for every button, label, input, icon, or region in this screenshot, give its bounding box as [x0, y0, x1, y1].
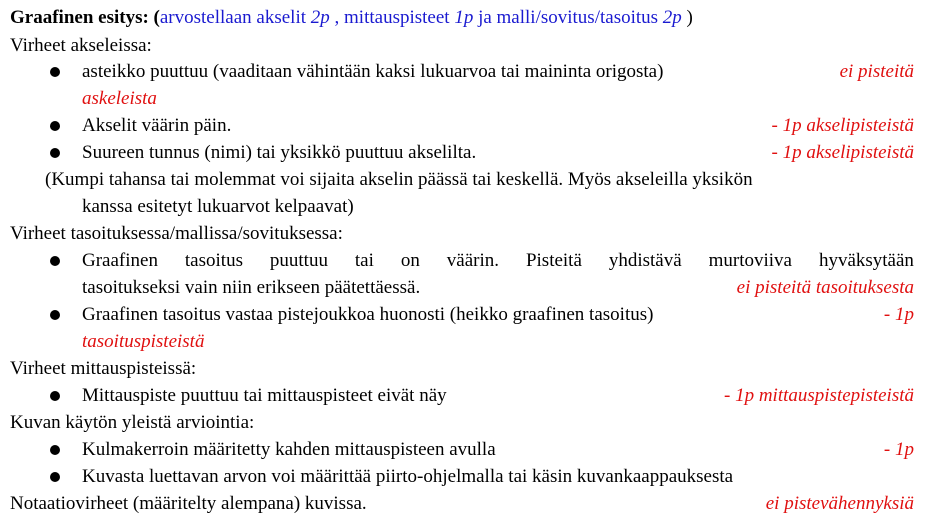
fit-item1-word: Pisteitä [525, 250, 582, 271]
general-heading: Kuvan käytön yleistä arviointia: [10, 412, 255, 433]
header-points1: 2p [310, 7, 330, 28]
header-part2: , mittauspisteet [329, 7, 455, 28]
fit-item1-word: hyväksytään [818, 250, 914, 271]
general-item1-penalty: - 1p [883, 439, 914, 460]
header-line [10, 4, 693, 31]
header-open-paren: ( [153, 7, 160, 28]
bullet-icon [50, 445, 60, 455]
header-points3: 2p [662, 7, 682, 28]
fit-item1-word: väärin. [446, 250, 500, 271]
header-part1: arvostellaan akselit [159, 7, 311, 28]
fit-item2-text: Graafinen tasoitus vastaa pistejoukkoa huonosti (heikko graafinen tasoitus) [82, 304, 654, 325]
fit-item1-line2: tasoitukseksi vain niin erikseen päätettäessä. [82, 277, 421, 298]
fit-item2-penalty-b: tasoituspisteistä [82, 331, 205, 352]
fit-item1-word: tasoitus [184, 250, 243, 271]
axes-item2-text: Akselit väärin päin. [82, 115, 232, 136]
fit-heading: Virheet tasoituksessa/mallissa/sovituksessa: [10, 223, 343, 244]
bullet-icon [50, 391, 60, 401]
axes-heading: Virheet akseleissa: [10, 35, 152, 56]
fit-item1-line1 [82, 247, 914, 274]
axes-note-line1: (Kumpi tahansa tai molemmat voi sijaita akselin päässä tai keskellä. Myös akseleilla yksikön [45, 169, 753, 190]
bullet-icon [50, 121, 60, 131]
bullet-icon [50, 472, 60, 482]
general-item1-text: Kulmakerroin määritetty kahden mittauspisteen avulla [82, 439, 496, 460]
page-title: Graafinen esitys: [10, 7, 149, 28]
fit-item1-word: murtoviiva [708, 250, 792, 271]
fit-item1-word: yhdistävä [608, 250, 682, 271]
axes-note-line2: kanssa esitetyt lukuarvot kelpaavat) [82, 196, 354, 217]
points-heading: Virheet mittauspisteissä: [10, 358, 197, 379]
axes-item3-penalty: - 1p akselipisteistä [771, 142, 914, 163]
points-item1-text: Mittauspiste puuttuu tai mittauspisteet eivät näy [82, 385, 447, 406]
axes-item1-penalty-a: ei pisteitä [839, 61, 914, 82]
bullet-icon [50, 67, 60, 77]
bullet-icon [50, 310, 60, 320]
header-part3: ja malli/sovitus/tasoitus [473, 7, 663, 28]
fit-item1-word: puuttuu [269, 250, 328, 271]
fit-item1-word: tai [354, 250, 374, 271]
axes-item3-text: Suureen tunnus (nimi) tai yksikkö puuttuu akselilta. [82, 142, 477, 163]
axes-item1-text: asteikko puuttuu (vaaditaan vähintään kaksi lukuarvoa tai maininta origosta) [82, 61, 664, 82]
header-points2: 1p [454, 7, 474, 28]
notation-penalty: ei pistevähennyksiä [765, 493, 914, 514]
header-close-paren: ) [681, 7, 693, 28]
fit-item1-word: on [400, 250, 420, 271]
points-item1-penalty: - 1p mittauspistepisteistä [724, 385, 914, 406]
fit-item1-word: Graafinen [82, 250, 158, 271]
notation-text: Notaatiovirheet (määritelty alempana) kuvissa. [10, 493, 367, 514]
fit-item1-penalty: ei pisteitä tasoituksesta [736, 277, 914, 298]
axes-item2-penalty: - 1p akselipisteistä [771, 115, 914, 136]
bullet-icon [50, 256, 60, 266]
fit-item2-penalty-a: - 1p [883, 304, 914, 325]
bullet-icon [50, 148, 60, 158]
axes-item1-penalty-b: askeleista [82, 88, 157, 109]
general-item2-text: Kuvasta luettavan arvon voi määrittää piirto-ohjelmalla tai käsin kuvankaappauksesta [82, 466, 734, 487]
